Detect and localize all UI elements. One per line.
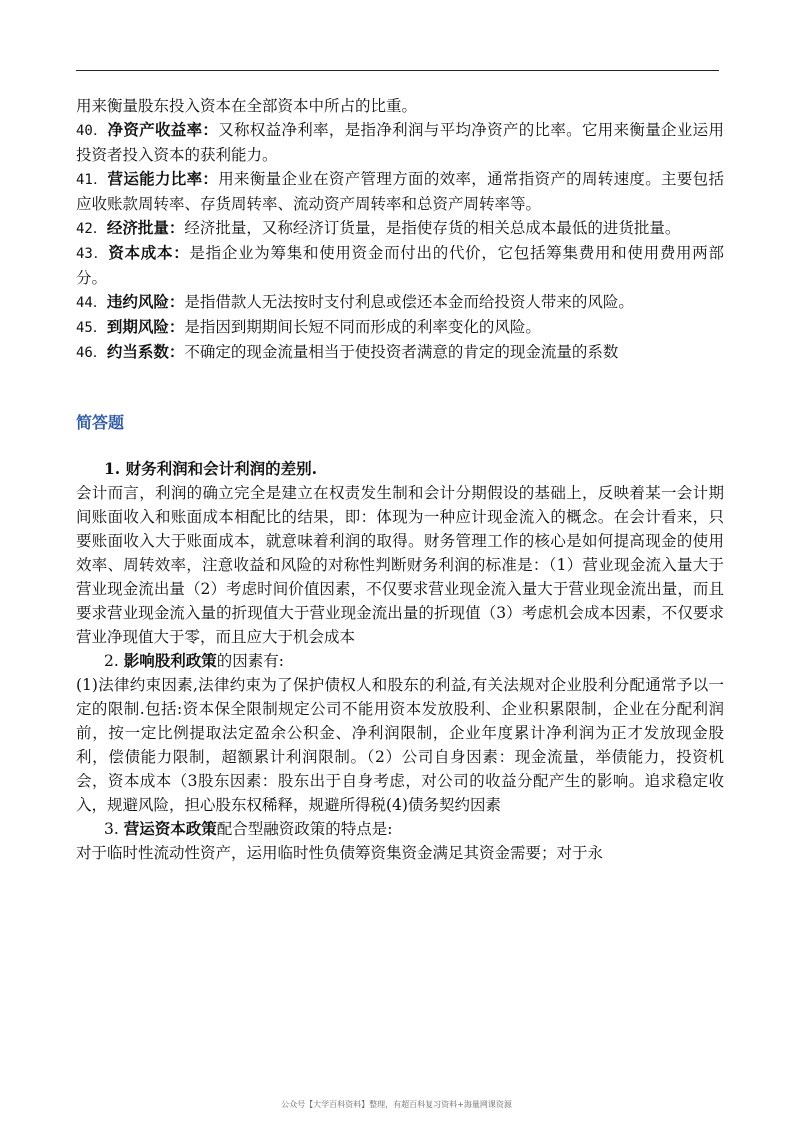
question-2 bbox=[76, 649, 724, 817]
question-title: 3. 营运资本政策配合型融资政策的特点是: bbox=[104, 819, 393, 838]
definition-item: 41．营运能力比率：用来衡量企业在资产管理方面的效率，通常指资产的周转速度。主要包括应收账款周转率、存货周转率、流动资产周转率和总资产周转率等。 bbox=[76, 169, 724, 213]
definition-term: 资本成本： bbox=[108, 243, 190, 262]
question-1 bbox=[76, 457, 724, 649]
definition-item: 42．经济批量：经济批量，又称经济订货量，是指使存货的相关总成本最低的进货批量。 bbox=[76, 218, 681, 237]
header-rule bbox=[76, 70, 719, 71]
definition-item: 45．到期风险：是指因到期期间长短不同而形成的利率变化的风险。 bbox=[76, 317, 541, 336]
definition-term: 到期风险： bbox=[106, 317, 185, 336]
question-answer: 对于临时性流动性资产，运用临时性负债筹资集资金满足其资金需要；对于永 bbox=[76, 844, 604, 862]
definition-term: 约当系数： bbox=[106, 342, 185, 361]
definition-list bbox=[76, 94, 724, 365]
question-3 bbox=[76, 817, 724, 865]
question-answer: 会计而言，利润的确立完全是建立在权责发生制和会计分期假设的基础上，反映着某一会计期间账面收入和账面成本相配比的结果，即：体现为一种应计现金流入的概念。在会计看来，只要账面收入大于账面成本，就意味着利润的取得。财务管理工作的核心是如何提高现金的使用效率、周转效率，注意收益和风险的对称性判断财务利润的标准是：（1）营业现金流入量大于营业现金流出量（2）考虑时间价值因素，不仅要求营业现金流入量大于营业现金流出量，而且要求营业现金流入量的折现值大于营业现金流出量的折现值（3）考虑机会成本因素，不仅要求营业净现值大于零，而且应大于机会成本 bbox=[76, 484, 724, 646]
definition-item: 44．违约风险：是指借款人无法按时支付利息或偿还本金而给投资人带来的风险。 bbox=[76, 292, 634, 311]
definition-item: 43．资本成本：是指企业为筹集和使用资金而付出的代价，它包括筹集费用和使用费用两部分。 bbox=[76, 243, 724, 287]
definition-term: 违约风险： bbox=[106, 292, 185, 311]
definition-item: 46．约当系数：不确定的现金流量相当于使投资者满意的肯定的现金流量的系数 bbox=[76, 342, 619, 361]
section-heading: 简答题 bbox=[76, 413, 125, 432]
question-title: 1. 财务利润和会计利润的差别. bbox=[104, 459, 317, 478]
definition-term: 净资产收益率： bbox=[107, 120, 219, 139]
page-footer: 公众号【大学百科资料】整理，有超百科复习资料+海量网课资源 bbox=[281, 1100, 512, 1109]
definition-item: 用来衡量股东投入资本在全部资本中所占的比重。 bbox=[76, 97, 418, 115]
definition-item: 40．净资产收益率：又称权益净利率，是指净利润与平均净资产的比率。它用来衡量企业运用投资者投入资本的获利能力。 bbox=[76, 120, 724, 164]
question-title: 2. 影响股利政策的因素有: bbox=[104, 651, 284, 670]
page-content bbox=[76, 94, 724, 865]
question-answer: (1)法律约束因素,法律约束为了保护债权人和股东的利益,有关法规对企业股利分配通常予以一定的限制.包括:资本保全限制规定公司不能用资本发放股利、企业积累限制，企业在分配利润前，按一定比例提取法定盈余公积金、净利润限制，企业年度累计净利润为正才发放现金股利，偿债能力限制，超额累计利润限制。（2）公司自身因素：现金流量，举债能力，投资机会，资本成本（3股东因素：股东出于自身考虑，对公司的收益分配产生的影响。追求稳定收入，规避风险，担心股东权稀释，规避所得税(4)债务契约因素 bbox=[76, 676, 724, 814]
definition-term: 经济批量： bbox=[106, 218, 185, 237]
definition-term: 营运能力比率： bbox=[107, 169, 219, 188]
